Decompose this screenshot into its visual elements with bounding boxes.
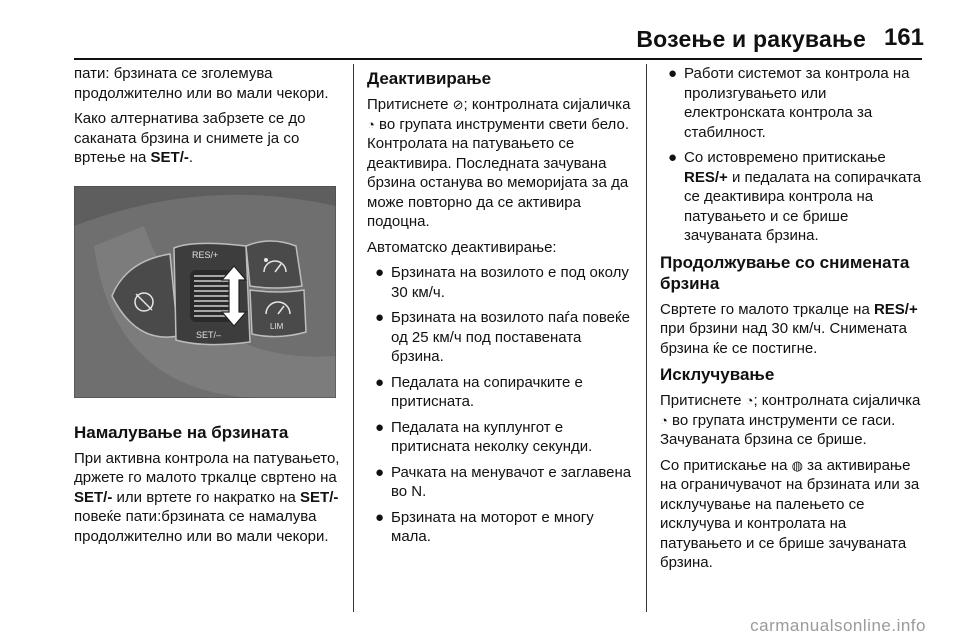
paragraph-increase-speed: пати: брзината се зголемува продолжително или во мали чекори. bbox=[74, 65, 329, 102]
text-span: во групата инструменти свети бело. Контролата на патувањето се деактивира. Последната зачувана брзина останува во меморијата за да може повторно да се активира подоцна. bbox=[367, 115, 629, 230]
text-span: . bbox=[188, 149, 194, 166]
set-label: SET/- bbox=[74, 488, 113, 506]
header-rule bbox=[74, 58, 922, 60]
paragraph-resume bbox=[660, 300, 930, 359]
column-right bbox=[660, 64, 930, 579]
list-item: ● Педалата на сопирачките е притисната. bbox=[375, 373, 583, 410]
text-span: повеќе пати:брзината се намалува продолжително или во мали чекори. bbox=[74, 508, 329, 545]
set-label: SET/- bbox=[150, 149, 189, 166]
paragraph-auto-deactivate: Автоматско деактивирање: bbox=[367, 238, 557, 256]
text-span: Притиснете bbox=[660, 392, 746, 409]
res-label: RES/+ bbox=[873, 300, 918, 318]
column-left bbox=[74, 64, 344, 552]
text-span: При активна контрола на патувањето, држете го малото тркалце свртено на bbox=[74, 449, 340, 486]
text-span: Како алтернатива забрзете се до саканата брзина и снимете ја со вртење на bbox=[74, 110, 306, 166]
steering-wheel-controls-figure bbox=[74, 186, 336, 398]
cruise-indicator-icon: ◔ bbox=[660, 412, 668, 428]
paragraph-switch-off bbox=[660, 391, 930, 450]
cruise-button-icon: ◔ bbox=[745, 393, 754, 408]
section-title: Возење и ракување bbox=[636, 26, 866, 52]
heading-switch-off: Исклучување bbox=[660, 365, 775, 384]
watermark: carmanualsonline.info bbox=[750, 616, 926, 635]
res-plus-label: RES/+ bbox=[192, 249, 219, 260]
text-span: Свртете го малото тркалце на bbox=[660, 300, 874, 318]
heading-deactivate: Деактивирање bbox=[367, 69, 492, 88]
set-minus-label: SET/– bbox=[196, 329, 222, 340]
heading-resume-speed: Продолжување со снимената брзина bbox=[660, 252, 910, 293]
text-span: при брзини над 30 км/ч. Снимената брзина ќе се постигне. bbox=[660, 320, 907, 357]
list-item: ● Брзината на возилото паѓа повеќе од 25 км/ч под поставената брзина. bbox=[375, 309, 630, 365]
speed-limiter-icon: ◍ bbox=[791, 457, 804, 473]
text-span: ; контролната сијаличка bbox=[753, 392, 921, 409]
text-span: Со притискање на bbox=[660, 456, 792, 474]
list-item: ● Со истовремено притискање RES/+ и педалата на сопирачката се деактивира контрола на патувањето и се брише зачуваната брзина. bbox=[668, 149, 922, 244]
page-number: 161 bbox=[883, 24, 924, 51]
list-item: ● Рачката на менувачот е заглавена во N. bbox=[375, 463, 632, 500]
text-span: во групата инструменти се гаси. Зачуваната брзина се брише. bbox=[660, 411, 896, 448]
deactivate-list-continued bbox=[660, 64, 930, 246]
column-middle bbox=[367, 64, 637, 553]
list-item: ● Брзината на моторот е многу мала. bbox=[375, 508, 594, 545]
paragraph-limiter bbox=[660, 456, 930, 573]
list-item: ● Педалата на куплунгот е притисната неколку секунди. bbox=[375, 418, 593, 455]
auto-deactivate-list bbox=[367, 263, 637, 547]
set-label: SET/- bbox=[300, 488, 339, 506]
text-span: или вртете го накратко на bbox=[112, 488, 301, 506]
list-item: ● Брзината на возилото е под околу 30 км/ч. bbox=[375, 264, 629, 301]
paragraph-alternative bbox=[74, 109, 344, 168]
cruise-indicator-icon: ◔ bbox=[367, 116, 375, 132]
list-item: ● Работи системот за контрола на пролизгувањето или електронската контрола за стабилност. bbox=[668, 65, 910, 141]
text-span: ; контролната сијаличка bbox=[463, 96, 631, 113]
text-span: Притиснете bbox=[367, 96, 453, 113]
paragraph-reduce-speed bbox=[74, 449, 344, 547]
paragraph-deactivate bbox=[367, 95, 637, 232]
lim-label: LIM bbox=[270, 321, 284, 331]
column-divider-1 bbox=[353, 64, 354, 612]
text-span: за активирање на ограничувачот на брзината или за исклучување на палењето се исклучува и контролата на патувањето и се брише зачуваната брзина. bbox=[660, 456, 920, 571]
cancel-icon: ⊘ bbox=[452, 97, 464, 112]
heading-reduce-speed: Намалување на брзината bbox=[74, 422, 289, 442]
column-divider-2 bbox=[646, 64, 647, 612]
